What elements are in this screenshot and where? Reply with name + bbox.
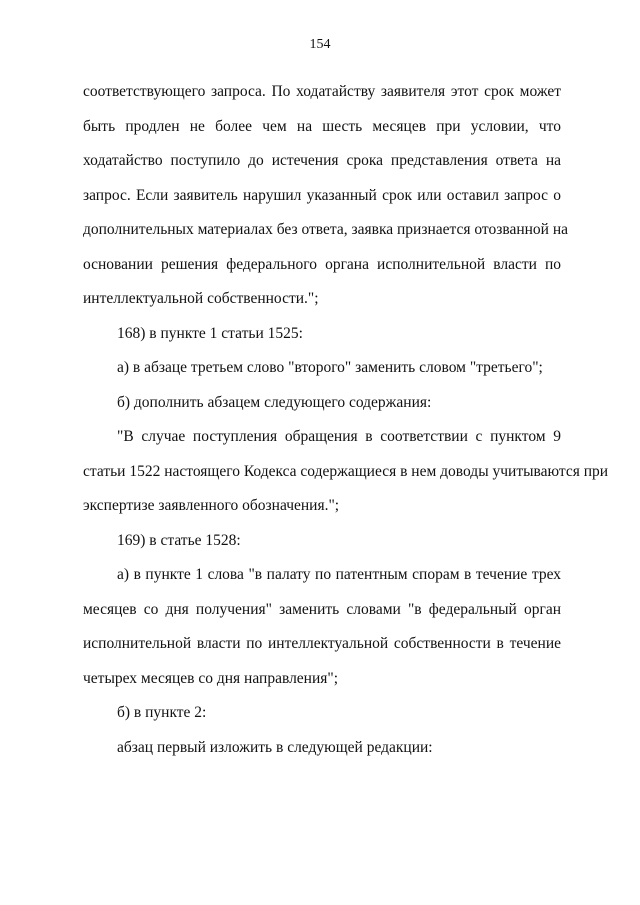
text-line: 169) в статье 1528: bbox=[117, 532, 241, 549]
text-line: ходатайство поступило до истечения срока представления ответа на bbox=[83, 152, 561, 169]
text-line: "В случае поступления обращения в соответствии с пунктом 9 bbox=[117, 428, 561, 445]
text-line: экспертизе заявленного обозначения."; bbox=[83, 497, 340, 514]
text-line: а) в пункте 1 слова "в палату по патентным спорам в течение трех bbox=[117, 566, 561, 583]
page-number: 154 bbox=[309, 37, 331, 52]
text-line: б) дополнить абзацем следующего содержания: bbox=[117, 394, 432, 411]
text-line: статьи 1522 настоящего Кодекса содержащиеся в нем доводы учитываются при bbox=[83, 463, 609, 480]
text-line: четырех месяцев со дня направления"; bbox=[83, 670, 339, 687]
text-line: а) в абзаце третьем слово "второго" заменить словом "третьего"; bbox=[117, 359, 543, 376]
text-line: б) в пункте 2: bbox=[117, 704, 207, 721]
text-line: абзац первый изложить в следующей редакции: bbox=[117, 739, 433, 756]
text-line: дополнительных материалах без ответа, заявка признается отозванной на bbox=[83, 221, 569, 238]
text-line: 168) в пункте 1 статьи 1525: bbox=[117, 325, 303, 342]
text-line: исполнительной власти по интеллектуальной собственности в течение bbox=[83, 635, 561, 652]
text-line: соответствующего запроса. По ходатайству заявителя этот срок может bbox=[83, 83, 561, 100]
text-line: интеллектуальной собственности."; bbox=[83, 290, 319, 307]
text-line: основании решения федерального органа исполнительной власти по bbox=[83, 256, 561, 273]
text-line: месяцев со дня получения" заменить словами "в федеральный орган bbox=[83, 601, 561, 618]
text-line: запрос. Если заявитель нарушил указанный срок или оставил запрос о bbox=[83, 187, 561, 204]
text-line: быть продлен не более чем на шесть месяцев при условии, что bbox=[83, 118, 561, 135]
